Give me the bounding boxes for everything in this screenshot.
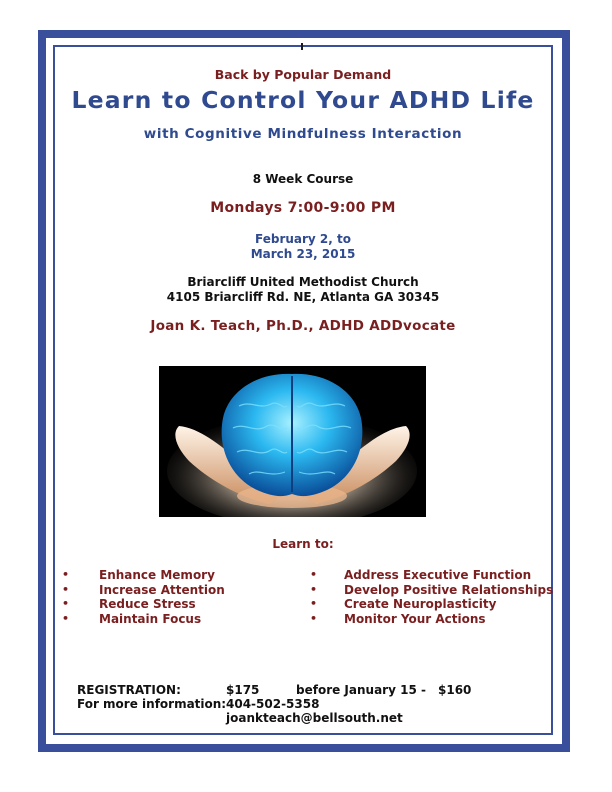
bullet-icon: • — [310, 568, 318, 581]
list-item-label: Create Neuroplasticity — [344, 597, 497, 611]
course-schedule: Mondays 7:00-9:00 PM — [210, 200, 396, 216]
list-item-label: Maintain Focus — [99, 611, 202, 626]
bullet-icon: • — [310, 582, 318, 596]
course-end-date: March 23, 2015 — [250, 247, 356, 261]
page-title: Learn to Control Your ADHD Life — [71, 86, 535, 114]
brain-in-hands-photo — [159, 366, 426, 517]
info-label: For more information: — [77, 697, 227, 711]
bullet-icon: • — [62, 611, 70, 625]
list-item-label: Increase Attention — [99, 582, 225, 597]
list-item-label: Address Executive Function — [344, 568, 532, 582]
registration-label: REGISTRATION: — [77, 683, 181, 697]
tagline: Back by Popular Demand — [214, 67, 392, 82]
venue-address: 4105 Briarcliff Rd. NE, Atlanta GA 30345 — [166, 290, 440, 304]
course-length: 8 Week Course — [252, 172, 354, 186]
list-item-label: Enhance Memory — [99, 568, 215, 582]
bullet-icon: • — [62, 597, 70, 610]
bullet-icon: • — [310, 597, 318, 610]
list-item-label: Monitor Your Actions — [344, 611, 486, 626]
instructor-name: Joan K. Teach, Ph.D., ADHD ADDvocate — [150, 318, 456, 334]
early-registration-price: $160 — [438, 683, 472, 697]
email-address: joankteach@bellsouth.net — [226, 711, 403, 725]
venue-name: Briarcliff United Methodist Church — [187, 275, 419, 289]
top-tick-mark — [301, 43, 303, 50]
registration-price: $175 — [226, 683, 260, 697]
phone-number: 404-502-5358 — [226, 697, 320, 711]
list-item-label: Reduce Stress — [99, 597, 196, 611]
list-item-label: Develop Positive Relationships — [344, 582, 554, 597]
early-registration-label: before January 15 - — [296, 683, 426, 697]
subtitle: with Cognitive Mindfulness Interaction — [143, 126, 463, 142]
bullet-icon: • — [310, 611, 318, 625]
learn-heading: Learn to: — [272, 537, 334, 551]
bullet-icon: • — [62, 582, 70, 596]
bullet-icon: • — [62, 568, 70, 581]
course-start-date: February 2, to — [255, 232, 351, 246]
